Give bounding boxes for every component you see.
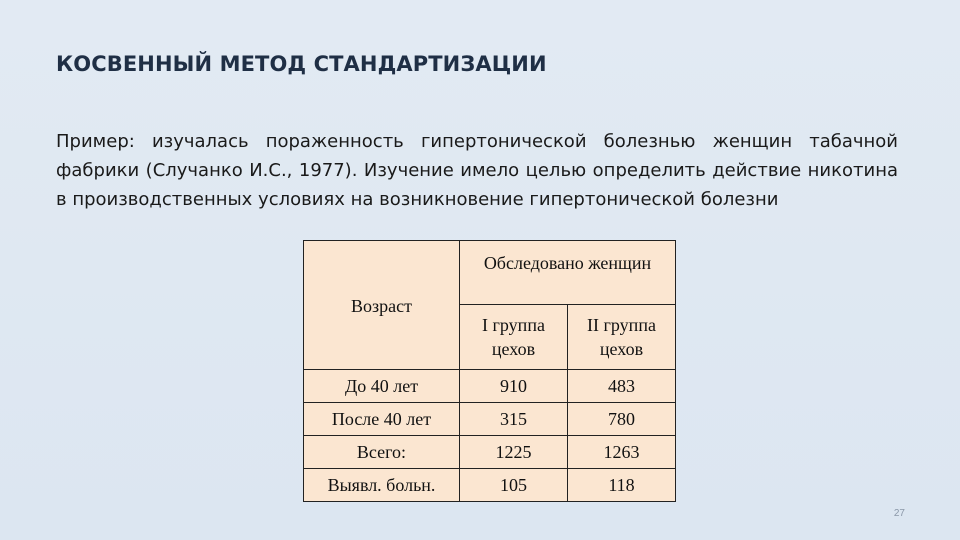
group1-header: I группа цехов [460, 305, 568, 370]
group1-value: 105 [460, 469, 568, 502]
group2-value: 483 [568, 370, 676, 403]
page-number: 27 [893, 508, 905, 519]
row-label: После 40 лет [304, 403, 460, 436]
row-label: До 40 лет [304, 370, 460, 403]
group2-value: 1263 [568, 436, 676, 469]
table-row [304, 436, 676, 469]
row-label: Выявл. больн. [304, 469, 460, 502]
group2-value: 780 [568, 403, 676, 436]
data-table [303, 240, 676, 502]
slide-body-text: Пример: изучалась пораженность гипертонической болезнью женщин табачной фабрики (Случанко И.С., 1977). Изучение имело целью определить действие никотина в производственных условиях на возникновение гипертонической болезни [56, 131, 898, 210]
row-label: Всего: [304, 436, 460, 469]
group2-header: II группа цехов [568, 305, 676, 370]
group2-value: 118 [568, 469, 676, 502]
table-row [304, 370, 676, 403]
examined-women-header: Обследовано женщин [460, 241, 676, 305]
table-header-row [304, 241, 676, 305]
table-row [304, 469, 676, 502]
group1-value: 315 [460, 403, 568, 436]
table-row [304, 403, 676, 436]
age-column-header: Возраст [304, 241, 460, 370]
group1-value: 1225 [460, 436, 568, 469]
group1-value: 910 [460, 370, 568, 403]
slide-title: КОСВЕННЫЙ МЕТОД СТАНДАРТИЗАЦИИ [56, 52, 547, 76]
